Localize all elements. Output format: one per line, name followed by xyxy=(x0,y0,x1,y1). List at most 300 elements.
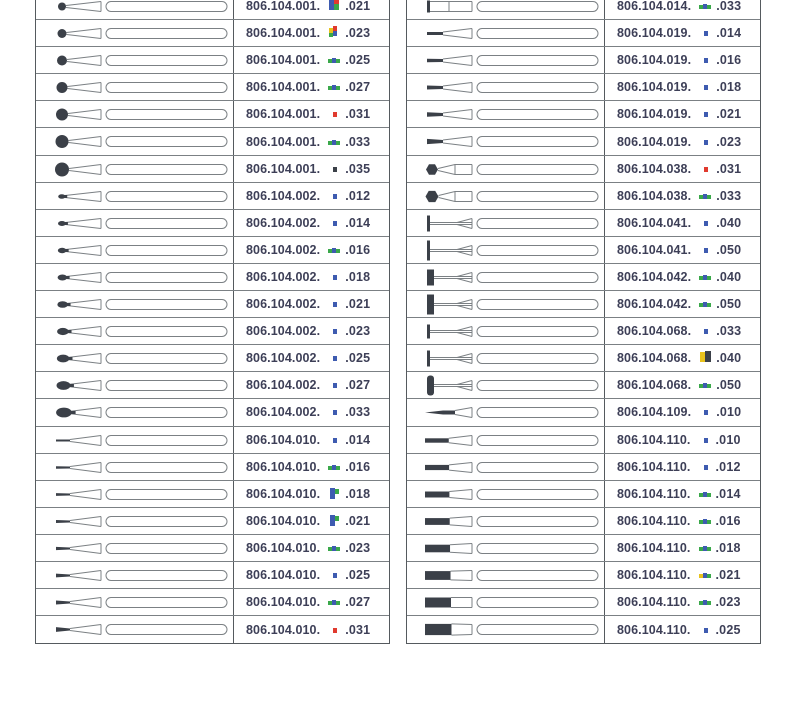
table-row xyxy=(36,589,389,616)
table-row xyxy=(36,47,389,74)
color-code-icon xyxy=(699,436,712,444)
product-code-cell xyxy=(605,616,760,643)
bur-shape-icon xyxy=(36,427,234,454)
color-code-icon xyxy=(699,29,712,37)
color-code-icon xyxy=(328,408,341,416)
color-code-icon xyxy=(328,29,341,37)
bur-size: .033 xyxy=(716,324,742,339)
bur-size: .012 xyxy=(715,459,741,474)
bur-shape-icon xyxy=(36,264,234,291)
bur-icon-cell xyxy=(36,47,234,73)
bur-shape-icon xyxy=(407,616,605,643)
color-code-icon xyxy=(328,463,341,471)
product-code-cell xyxy=(605,454,760,480)
bur-icon-cell xyxy=(407,128,605,154)
color-code-icon xyxy=(699,544,712,552)
bur-size: .021 xyxy=(716,107,742,122)
table-row xyxy=(407,237,760,264)
bur-shape-icon xyxy=(407,318,605,345)
color-code-icon xyxy=(699,408,712,416)
table-row xyxy=(36,156,389,183)
bur-icon-cell xyxy=(36,399,234,425)
table-row xyxy=(36,183,389,210)
product-code-cell xyxy=(234,427,389,453)
bur-size: .033 xyxy=(716,188,742,203)
product-code: 806.104.010. xyxy=(246,540,321,555)
product-code-cell xyxy=(605,345,760,371)
product-code: 806.104.010. xyxy=(246,595,321,610)
bur-size: .023 xyxy=(345,540,371,555)
bur-shape-icon xyxy=(407,427,605,454)
table-row xyxy=(407,535,760,562)
color-code-icon xyxy=(699,354,712,362)
table-row xyxy=(407,74,760,101)
bur-icon-cell xyxy=(407,291,605,317)
bur-shape-icon xyxy=(407,20,605,47)
bur-size: .040 xyxy=(716,215,742,230)
color-code-icon xyxy=(699,192,712,200)
bur-icon-cell xyxy=(407,210,605,236)
product-code: 806.104.001. xyxy=(246,26,321,41)
bur-size: .027 xyxy=(345,595,371,610)
product-code: 806.104.010. xyxy=(246,432,321,447)
table-row xyxy=(407,20,760,47)
product-code-cell xyxy=(234,399,389,425)
table-row xyxy=(36,535,389,562)
bur-icon-cell xyxy=(36,454,234,480)
bur-icon-cell xyxy=(36,291,234,317)
product-code-cell xyxy=(605,101,760,127)
product-code-cell xyxy=(234,156,389,182)
bur-size: .027 xyxy=(345,378,371,393)
table-row xyxy=(407,318,760,345)
product-code-cell xyxy=(605,481,760,507)
bur-shape-icon xyxy=(407,291,605,318)
bur-size: .018 xyxy=(345,269,371,284)
color-code-icon xyxy=(699,219,712,227)
product-code: 806.104.010. xyxy=(246,622,321,637)
color-code-icon xyxy=(328,544,341,552)
table-row xyxy=(407,0,760,20)
bur-shape-icon xyxy=(36,589,234,616)
bur-size: .031 xyxy=(345,107,371,122)
table-row xyxy=(407,183,760,210)
bur-size: .021 xyxy=(345,297,371,312)
product-code-cell xyxy=(605,535,760,561)
bur-shape-icon xyxy=(36,128,234,155)
bur-size: .050 xyxy=(716,378,742,393)
product-code: 806.104.042. xyxy=(617,297,692,312)
table-row xyxy=(407,562,760,589)
bur-icon-cell xyxy=(407,345,605,371)
bur-shape-icon xyxy=(407,156,605,183)
product-code-cell xyxy=(605,427,760,453)
bur-icon-cell xyxy=(36,508,234,534)
color-code-icon xyxy=(699,571,712,579)
product-code: 806.104.019. xyxy=(617,107,692,122)
product-code: 806.104.110. xyxy=(617,513,691,528)
bur-icon-cell xyxy=(407,399,605,425)
table-row xyxy=(407,372,760,399)
table-row xyxy=(407,399,760,426)
color-code-icon xyxy=(328,300,341,308)
product-code-cell xyxy=(234,481,389,507)
bur-size: .014 xyxy=(715,486,741,501)
table-row xyxy=(36,345,389,372)
color-code-icon xyxy=(328,598,341,606)
table-row xyxy=(407,454,760,481)
bur-size: .023 xyxy=(345,26,371,41)
bur-icon-cell xyxy=(407,20,605,46)
bur-shape-icon xyxy=(407,508,605,535)
bur-icon-cell xyxy=(407,454,605,480)
bur-shape-icon xyxy=(407,345,605,372)
color-code-icon xyxy=(328,327,341,335)
product-code: 806.104.110. xyxy=(617,432,691,447)
table-row xyxy=(36,237,389,264)
product-code-cell xyxy=(234,237,389,263)
table-row xyxy=(36,318,389,345)
table-row xyxy=(407,156,760,183)
bur-shape-icon xyxy=(36,318,234,345)
product-code-cell xyxy=(234,101,389,127)
product-code: 806.104.038. xyxy=(617,188,692,203)
product-code-cell xyxy=(605,0,760,19)
bur-size: .010 xyxy=(715,432,741,447)
bur-icon-cell xyxy=(36,535,234,561)
bur-size: .012 xyxy=(345,188,371,203)
bur-size: .033 xyxy=(345,134,371,149)
product-code-cell xyxy=(605,372,760,398)
bur-shape-icon xyxy=(36,101,234,128)
color-code-icon xyxy=(699,327,712,335)
bur-size: .033 xyxy=(345,405,371,420)
color-code-icon xyxy=(328,2,341,10)
bur-icon-cell xyxy=(36,210,234,236)
bur-size: .010 xyxy=(716,405,742,420)
product-code-cell xyxy=(234,454,389,480)
bur-shape-icon xyxy=(407,264,605,291)
color-code-icon xyxy=(699,300,712,308)
product-code-cell xyxy=(234,535,389,561)
product-code: 806.104.042. xyxy=(617,269,692,284)
table-row xyxy=(36,427,389,454)
color-code-icon xyxy=(328,192,341,200)
product-code-cell xyxy=(605,237,760,263)
table-row xyxy=(407,128,760,155)
bur-shape-icon xyxy=(407,535,605,562)
table-row xyxy=(407,210,760,237)
table-row xyxy=(36,399,389,426)
color-code-icon xyxy=(699,463,712,471)
bur-size: .014 xyxy=(345,432,371,447)
product-code: 806.104.038. xyxy=(617,161,692,176)
bur-icon-cell xyxy=(36,345,234,371)
color-code-icon xyxy=(699,517,712,525)
color-code-icon xyxy=(699,273,712,281)
bur-size: .023 xyxy=(716,134,742,149)
bur-icon-cell xyxy=(407,264,605,290)
product-code: 806.104.010. xyxy=(246,486,321,501)
product-code: 806.104.110. xyxy=(617,459,691,474)
product-code: 806.104.002. xyxy=(246,351,321,366)
bur-icon-cell xyxy=(407,508,605,534)
product-code-cell xyxy=(605,318,760,344)
bur-size: .018 xyxy=(716,80,742,95)
bur-shape-icon xyxy=(407,481,605,508)
bur-icon-cell xyxy=(407,156,605,182)
bur-size: .033 xyxy=(716,0,742,14)
product-code-cell xyxy=(605,128,760,154)
table-row xyxy=(36,20,389,47)
color-code-icon xyxy=(328,138,341,146)
product-code: 806.104.002. xyxy=(246,324,321,339)
bur-size: .031 xyxy=(345,622,371,637)
table-row xyxy=(36,454,389,481)
bur-size: .025 xyxy=(715,622,741,637)
bur-shape-icon xyxy=(36,291,234,318)
product-code: 806.104.010. xyxy=(246,459,321,474)
product-code: 806.104.019. xyxy=(617,134,692,149)
table-row xyxy=(407,101,760,128)
table-row xyxy=(36,264,389,291)
product-code: 806.104.110. xyxy=(617,540,691,555)
bur-icon-cell xyxy=(36,318,234,344)
bur-size: .050 xyxy=(716,242,742,257)
bur-icon-cell xyxy=(407,616,605,643)
bur-shape-icon xyxy=(36,183,234,210)
bur-size: .023 xyxy=(345,324,371,339)
product-code-cell xyxy=(234,372,389,398)
bur-icon-cell xyxy=(36,74,234,100)
product-code-cell xyxy=(605,508,760,534)
bur-shape-icon xyxy=(407,372,605,399)
product-code-cell xyxy=(234,616,389,643)
bur-shape-icon xyxy=(407,101,605,128)
product-code-cell xyxy=(234,0,389,19)
table-row xyxy=(36,74,389,101)
product-code-cell xyxy=(605,399,760,425)
product-code: 806.104.002. xyxy=(246,188,321,203)
color-code-icon xyxy=(699,138,712,146)
bur-size: .031 xyxy=(716,161,742,176)
product-code: 806.104.002. xyxy=(246,215,321,230)
bur-size: .016 xyxy=(345,242,371,257)
product-code: 806.104.014. xyxy=(617,0,692,14)
color-code-icon xyxy=(699,490,712,498)
color-code-icon xyxy=(328,165,341,173)
bur-table-left xyxy=(35,0,390,644)
color-code-icon xyxy=(328,273,341,281)
table-row xyxy=(36,372,389,399)
bur-shape-icon xyxy=(36,508,234,535)
table-row xyxy=(36,291,389,318)
product-code: 806.104.001. xyxy=(246,134,321,149)
bur-size: .035 xyxy=(345,161,371,176)
product-code: 806.104.110. xyxy=(617,595,691,610)
product-code-cell xyxy=(234,128,389,154)
bur-shape-icon xyxy=(36,454,234,481)
color-code-icon xyxy=(328,517,341,525)
product-code-cell xyxy=(605,47,760,73)
bur-shape-icon xyxy=(407,183,605,210)
product-code: 806.104.068. xyxy=(617,324,692,339)
bur-icon-cell xyxy=(36,0,234,19)
bur-icon-cell xyxy=(407,47,605,73)
bur-size: .040 xyxy=(716,269,742,284)
table-row xyxy=(407,616,760,643)
table-row xyxy=(407,345,760,372)
bur-icon-cell xyxy=(36,20,234,46)
bur-icon-cell xyxy=(36,481,234,507)
bur-icon-cell xyxy=(36,237,234,263)
bur-size: .018 xyxy=(345,486,371,501)
bur-icon-cell xyxy=(36,264,234,290)
bur-shape-icon xyxy=(407,128,605,155)
product-code: 806.104.019. xyxy=(617,53,692,68)
product-code: 806.104.001. xyxy=(246,0,321,14)
bur-shape-icon xyxy=(407,210,605,237)
bur-shape-icon xyxy=(36,47,234,74)
product-code-cell xyxy=(234,291,389,317)
product-code-cell xyxy=(234,562,389,588)
bur-size: .016 xyxy=(715,513,741,528)
product-code-cell xyxy=(234,20,389,46)
bur-shape-icon xyxy=(407,562,605,589)
product-code: 806.104.041. xyxy=(617,215,692,230)
bur-size: .016 xyxy=(345,459,371,474)
bur-icon-cell xyxy=(407,589,605,615)
table-row xyxy=(36,0,389,20)
table-row xyxy=(407,291,760,318)
bur-shape-icon xyxy=(407,454,605,481)
color-code-icon xyxy=(328,626,341,634)
color-code-icon xyxy=(328,83,341,91)
table-row xyxy=(36,128,389,155)
color-code-icon xyxy=(328,219,341,227)
product-code: 806.104.110. xyxy=(617,568,691,583)
product-code: 806.104.010. xyxy=(246,513,321,528)
bur-shape-icon xyxy=(36,481,234,508)
bur-icon-cell xyxy=(407,318,605,344)
product-code: 806.104.010. xyxy=(246,568,321,583)
color-code-icon xyxy=(699,83,712,91)
bur-icon-cell xyxy=(36,427,234,453)
bur-size: .050 xyxy=(716,297,742,312)
bur-shape-icon xyxy=(36,535,234,562)
product-code: 806.104.068. xyxy=(617,351,692,366)
product-code-cell xyxy=(234,47,389,73)
color-code-icon xyxy=(699,381,712,389)
color-code-icon xyxy=(328,354,341,362)
bur-size: .025 xyxy=(345,53,371,68)
table-row xyxy=(36,508,389,535)
bur-shape-icon xyxy=(36,156,234,183)
bur-icon-cell xyxy=(36,101,234,127)
bur-icon-cell xyxy=(36,616,234,643)
bur-shape-icon xyxy=(36,345,234,372)
product-code: 806.104.110. xyxy=(617,622,691,637)
color-code-icon xyxy=(328,381,341,389)
table-row xyxy=(36,562,389,589)
bur-shape-icon xyxy=(407,47,605,74)
product-code: 806.104.019. xyxy=(617,80,692,95)
product-code-cell xyxy=(605,589,760,615)
table-row xyxy=(407,427,760,454)
bur-icon-cell xyxy=(36,128,234,154)
bur-shape-icon xyxy=(36,399,234,426)
product-code: 806.104.068. xyxy=(617,378,692,393)
product-code: 806.104.001. xyxy=(246,107,321,122)
bur-size: .023 xyxy=(715,595,741,610)
bur-shape-icon xyxy=(36,237,234,264)
bur-shape-icon xyxy=(36,616,234,643)
bur-icon-cell xyxy=(407,535,605,561)
table-row xyxy=(407,508,760,535)
product-code-cell xyxy=(234,589,389,615)
bur-size: .018 xyxy=(715,540,741,555)
bur-size: .016 xyxy=(716,53,742,68)
product-code: 806.104.002. xyxy=(246,242,321,257)
product-code-cell xyxy=(234,74,389,100)
product-code: 806.104.041. xyxy=(617,242,692,257)
color-code-icon xyxy=(328,110,341,118)
bur-icon-cell xyxy=(36,372,234,398)
bur-shape-icon xyxy=(407,0,605,20)
table-row xyxy=(36,101,389,128)
product-code-cell xyxy=(234,508,389,534)
color-code-icon xyxy=(328,246,341,254)
bur-shape-icon xyxy=(407,237,605,264)
bur-shape-icon xyxy=(36,562,234,589)
product-code-cell xyxy=(234,183,389,209)
product-code-cell xyxy=(234,210,389,236)
product-code: 806.104.110. xyxy=(617,486,691,501)
bur-icon-cell xyxy=(407,427,605,453)
bur-icon-cell xyxy=(407,74,605,100)
bur-shape-icon xyxy=(407,399,605,426)
product-code: 806.104.002. xyxy=(246,269,321,284)
bur-size: .014 xyxy=(716,26,742,41)
color-code-icon xyxy=(699,2,712,10)
bur-icon-cell xyxy=(407,237,605,263)
product-code: 806.104.019. xyxy=(617,26,692,41)
product-code: 806.104.001. xyxy=(246,161,321,176)
product-code-cell xyxy=(605,74,760,100)
table-row xyxy=(407,481,760,508)
bur-size: .021 xyxy=(345,513,371,528)
table-row xyxy=(407,589,760,616)
color-code-icon xyxy=(699,165,712,173)
product-code: 806.104.109. xyxy=(617,405,692,420)
product-code-cell xyxy=(605,156,760,182)
color-code-icon xyxy=(699,626,712,634)
color-code-icon xyxy=(699,56,712,64)
product-code-cell xyxy=(605,210,760,236)
product-code-cell xyxy=(605,562,760,588)
bur-shape-icon xyxy=(407,74,605,101)
product-code-cell xyxy=(234,345,389,371)
bur-size: .025 xyxy=(345,351,371,366)
color-code-icon xyxy=(328,571,341,579)
product-code-cell xyxy=(234,318,389,344)
product-code-cell xyxy=(605,291,760,317)
table-row xyxy=(36,210,389,237)
bur-size: .040 xyxy=(716,351,742,366)
bur-icon-cell xyxy=(407,0,605,19)
bur-size: .014 xyxy=(345,215,371,230)
bur-icon-cell xyxy=(36,562,234,588)
